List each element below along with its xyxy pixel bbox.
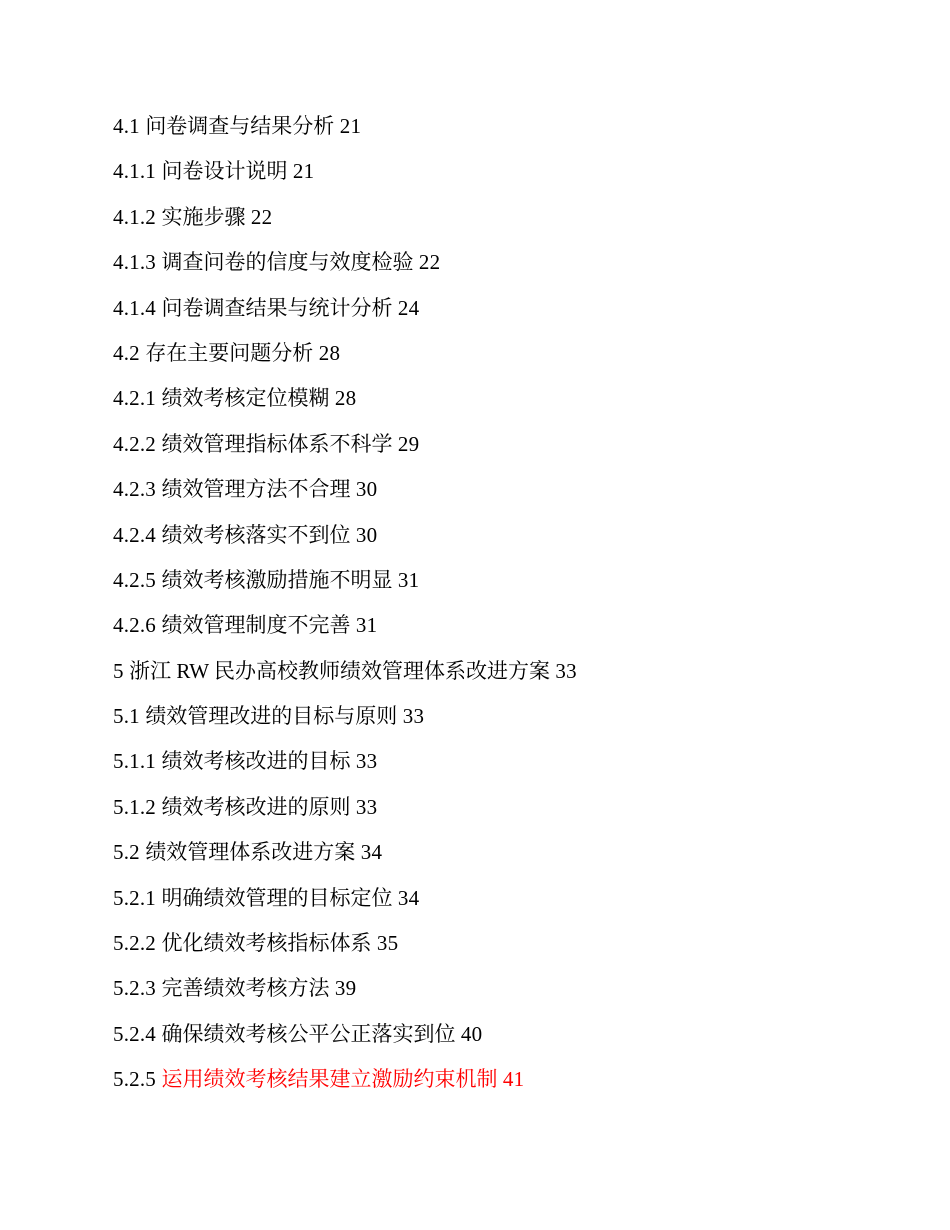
toc-entry-title: 明确绩效管理的目标定位 [161, 885, 393, 910]
toc-entry-number: 4.1.4 [113, 295, 156, 320]
toc-entry [113, 603, 890, 648]
toc-entry-title: 实施步骤 [161, 204, 246, 229]
toc-entry-page: 33 [555, 658, 577, 683]
toc-entry-page: 33 [402, 704, 425, 729]
toc-entry-number: 5.2.1 [113, 885, 156, 910]
toc-entry-title: 问卷设计说明 [161, 159, 288, 184]
toc-entry-page: 21 [339, 114, 362, 138]
toc-entry [113, 785, 890, 830]
toc-entry-page: 34 [360, 840, 383, 865]
toc-entry-page: 30 [355, 522, 378, 547]
toc-entry-page: 33 [355, 794, 378, 819]
toc-entry-title: 浙江 RW 民办高校教师绩效管理体系改进方案 [129, 658, 550, 683]
toc-entry [113, 422, 890, 467]
toc-entry-number: 5.1.2 [113, 794, 156, 819]
toc-entry [113, 921, 890, 966]
toc-entry-title: 确保绩效考核公平公正落实到位 [161, 1021, 456, 1046]
toc-entry-page: 22 [418, 250, 441, 275]
toc-entry [113, 1057, 890, 1102]
toc-entry [113, 286, 890, 331]
toc-entry [113, 149, 890, 194]
toc-entry [113, 966, 890, 1011]
toc-entry [113, 331, 890, 376]
toc-entry-title: 绩效管理体系改进方案 [145, 840, 356, 865]
toc-entry-number: 5.2.4 [113, 1021, 156, 1046]
toc-entry-number: 5.2.5 [113, 1067, 156, 1092]
toc-entry-title: 问卷调查与结果分析 [145, 114, 335, 138]
toc-entry [113, 1012, 890, 1057]
toc-entry-number: 4.2.5 [113, 567, 156, 592]
toc-entry [113, 739, 890, 784]
toc-entry [113, 376, 890, 421]
toc-entry-page: 24 [397, 295, 420, 320]
toc-entry [113, 513, 890, 558]
toc-entry-title: 绩效考核落实不到位 [161, 522, 351, 547]
toc-entry-page: 31 [355, 613, 378, 638]
toc-entry-title: 绩效考核激励措施不明显 [161, 567, 393, 592]
toc-entry-page: 33 [355, 749, 378, 774]
toc-entry-title: 运用绩效考核结果建立激励约束机制 [161, 1067, 498, 1092]
toc-entry-page: 31 [397, 567, 420, 592]
toc-entry-number: 5.1 [113, 704, 140, 729]
toc-entry-number: 4.2.4 [113, 522, 156, 547]
toc-entry-page: 22 [250, 204, 273, 229]
toc-entry-page: 28 [318, 340, 341, 365]
toc-entry-number: 4.2.6 [113, 613, 156, 638]
toc-entry-number: 4.1 [113, 114, 140, 138]
toc-entry-title: 绩效考核改进的目标 [161, 749, 351, 774]
toc-entry [113, 558, 890, 603]
toc-entry [113, 104, 890, 149]
toc-entry-number: 4.1.2 [113, 204, 156, 229]
toc-entry-page: 29 [397, 431, 420, 456]
toc-entry [113, 195, 890, 240]
toc-entry-title: 绩效管理指标体系不科学 [161, 431, 393, 456]
toc-entry-title: 问卷调查结果与统计分析 [161, 295, 393, 320]
toc-entry [113, 649, 890, 694]
toc-entry-title: 绩效考核改进的原则 [161, 794, 351, 819]
toc-entry-page: 35 [376, 931, 399, 956]
toc-entry [113, 240, 890, 285]
toc-entry-number: 5.1.1 [113, 749, 156, 774]
toc-entry-page: 21 [292, 159, 315, 184]
toc-entry-page: 40 [460, 1021, 483, 1046]
toc-entry-number: 5.2.3 [113, 976, 156, 1001]
toc-entry-number: 4.1.3 [113, 250, 156, 275]
toc-entry-number: 5.2.2 [113, 931, 156, 956]
toc-entry-number: 4.2.1 [113, 386, 156, 411]
toc-entry-title: 绩效考核定位模糊 [161, 386, 330, 411]
toc-entry-page: 30 [355, 477, 378, 502]
toc-entry-number: 4.2.2 [113, 431, 156, 456]
table-of-contents [113, 104, 890, 1103]
toc-entry [113, 467, 890, 512]
toc-entry-number: 4.2.3 [113, 477, 156, 502]
toc-entry-number: 5.2 [113, 840, 140, 865]
toc-entry-title: 优化绩效考核指标体系 [161, 931, 372, 956]
toc-entry-page: 41 [502, 1067, 525, 1092]
toc-entry-title: 绩效管理改进的目标与原则 [145, 704, 398, 729]
toc-entry [113, 830, 890, 875]
toc-entry-number: 4.2 [113, 340, 140, 365]
toc-entry-title: 存在主要问题分析 [145, 340, 314, 365]
toc-entry-number: 4.1.1 [113, 159, 156, 184]
toc-entry-title: 绩效管理制度不完善 [161, 613, 351, 638]
toc-entry [113, 694, 890, 739]
toc-entry-page: 34 [397, 885, 420, 910]
toc-entry-page: 28 [334, 386, 357, 411]
toc-entry-page: 39 [334, 976, 357, 1001]
toc-entry-title: 调查问卷的信度与效度检验 [161, 250, 414, 275]
toc-entry-title: 完善绩效考核方法 [161, 976, 330, 1001]
toc-entry [113, 876, 890, 921]
toc-entry-title: 绩效管理方法不合理 [161, 477, 351, 502]
toc-entry-number: 5 [113, 658, 124, 683]
